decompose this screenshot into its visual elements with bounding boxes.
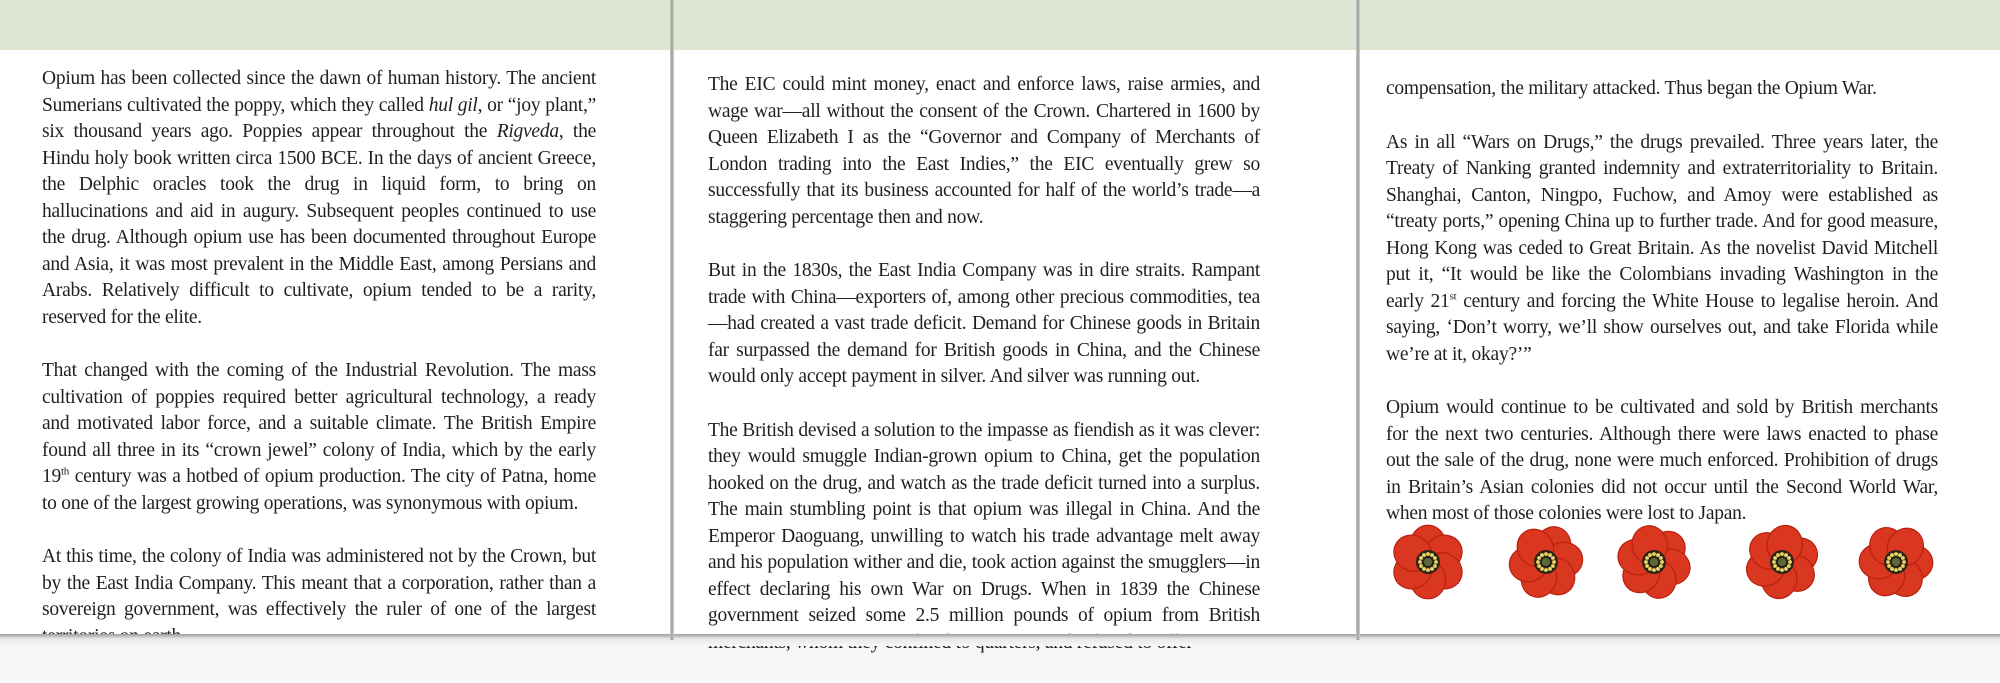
poppy-stamen (1648, 567, 1652, 571)
paragraph (1386, 395, 1938, 528)
poppy-stamen (1544, 568, 1548, 572)
text-run: At this time, the colony of India was administered not by the Crown, but by the East India Company. This meant that a corporation, rather than a sovereign government, was effectively the ruler of one of the largest (42, 546, 596, 620)
poppy-flower-icon (1742, 522, 1822, 602)
poppy-stamen (1540, 567, 1544, 571)
paragraph (42, 66, 596, 331)
poppy-stamen (1652, 568, 1656, 572)
poppy-stamen (1548, 567, 1552, 571)
poppy-stamen (1898, 567, 1902, 571)
poppy-flower-icon (1506, 522, 1586, 602)
poppy-stamen (1552, 560, 1556, 564)
poppy-seed-pod (1542, 558, 1550, 566)
poppy-stamen (1659, 556, 1663, 560)
poppy-stamen (1537, 556, 1541, 560)
text-run: The EIC could mint money, enact and enforce laws, raise armies, and wage war—all without the consent of the Crown. Chartered in 1600 by Queen Elizabeth I as the “Governor and Company of Merchants of London trading into the East Indies,” the EIC eventually grew so successfully that its business accounted for half of the world’s trade—a staggering percentage then and now. (708, 74, 1260, 228)
poppy-stamen (1426, 568, 1430, 572)
poppy-stamen (1788, 560, 1792, 564)
poppy-stamen (1433, 556, 1437, 560)
text-run: compensation, the military attacked. Thus began the Opium War. (1386, 78, 1877, 99)
poppy-stamen (1430, 567, 1434, 571)
poppy-stamen (1773, 556, 1777, 560)
poppy-stamen (1648, 553, 1652, 557)
poppy-stamen (1644, 560, 1648, 564)
poppy-stamen (1536, 560, 1540, 564)
page-fold-divider (670, 0, 674, 640)
italic-text: hul gil (428, 94, 478, 116)
poppy-stamen (1551, 556, 1555, 560)
paragraph (1386, 130, 1938, 369)
text-run: The British devised a solution to the impasse as fiendish as it was clever: they would smuggle Indian-grown opium to China, get the population hooked on the drug, and watch as the trade deficit turned into a surplus. The main stumbling point is that opium was illegal in China. And the Emperor Daoguang, unwilling to watch his trade advantage melt away and his population wither and die, took action against the smugglers—in effect declaring his own War on Drugs. When in 1839 the Chinese government seized some 2.5 million pounds of opium from British (708, 419, 1260, 626)
poppy-stamen (1422, 553, 1426, 557)
paragraph (708, 418, 1260, 657)
poppy-stamen (1773, 564, 1777, 568)
paragraph (708, 258, 1260, 391)
paragraph (708, 72, 1260, 231)
poppy-stamen (1434, 560, 1438, 564)
text-run: Opium has been collected since the dawn of human history. The ancient Sumerians cultivated the poppy, which they called (42, 68, 596, 116)
poppy-seed-pod (1778, 558, 1786, 566)
poppy-stamen (1656, 567, 1660, 571)
header-band (674, 0, 1358, 50)
poppy-stamen (1894, 568, 1898, 572)
superscript-text: th (61, 465, 70, 478)
poppy-stamen (1901, 564, 1905, 568)
poppy-stamen (1537, 564, 1541, 568)
poppy-stamen (1772, 560, 1776, 564)
poppy-stamen (1659, 564, 1663, 568)
poppy-stamen (1890, 553, 1894, 557)
poppy-stamen (1652, 552, 1656, 556)
poppy-stamen (1890, 567, 1894, 571)
poppy-stamen (1901, 556, 1905, 560)
poppy-flower-row (1388, 522, 1948, 602)
poppy-stamen (1894, 552, 1898, 556)
paragraph (42, 358, 596, 517)
page-panel-middle (674, 0, 1358, 634)
poppy-stamen (1419, 564, 1423, 568)
poppy-stamen (1784, 553, 1788, 557)
text-run: , or “joy plant,” six thousand years ago. Poppies appear throughout the (42, 94, 596, 142)
poppy-stamen (1902, 560, 1906, 564)
poppy-seed-pod (1424, 558, 1432, 566)
page-panel-left (0, 0, 672, 634)
panel-text (1386, 76, 1938, 555)
text-run: Opium would continue to be cultivated and sold by British merchants for the next two centuries. Although there were laws enacted to phase out the sale of the drug, none were much enforced. Prohibition of drugs in Britain’s Asian colonies did not occur until the Second World War, when most of those colonies were lost to Japan. (1386, 397, 1938, 524)
superscript-text: st (1449, 290, 1457, 302)
poppy-stamen (1418, 560, 1422, 564)
page-fold-divider (1356, 0, 1360, 640)
poppy-stamen (1433, 564, 1437, 568)
poppy-stamen (1645, 556, 1649, 560)
poppy-stamen (1886, 560, 1890, 564)
poppy-stamen (1787, 556, 1791, 560)
poppy-stamen (1430, 553, 1434, 557)
poppy-stamen (1660, 560, 1664, 564)
poppy-stamen (1656, 553, 1660, 557)
paragraph (1386, 76, 1938, 103)
bottom-edge-shadow (0, 634, 2000, 646)
page-panel-right (1360, 0, 2000, 634)
text-run: century was a hotbed of opium production. The city of Patna, home to one of the largest growing operations, was synonymous with opium. (42, 466, 596, 514)
poppy-stamen (1787, 564, 1791, 568)
text-run: That changed with the coming of the Industrial Revolution. The mass cultivation of poppies required better agricultural technology, a ready and motivated labor force, and a suitable climate. The British Empire found all three in its “crown jewel” colony of India, which by the early 19 (42, 360, 596, 487)
poppy-seed-pod (1892, 558, 1900, 566)
panel-text (42, 66, 596, 677)
poppy-flower-icon (1856, 522, 1936, 602)
text-run: But in the 1830s, the East India Company was in dire straits. Rampant trade with China—exporters of, among other precious commodities, tea—had created a vast trade deficit. Demand for Chinese goods in Britain far surpassed the demand for British goods in China, and the Chinese would only accept payment in silver. And silver was running out. (708, 260, 1260, 387)
text-run: century and forcing the White House to legalise heroin. And saying, ‘Don’t worry, we’ll show ourselves out, and take Florida while we’re at it, okay?’” (1386, 290, 1938, 365)
panel-text (708, 72, 1260, 683)
header-band (1360, 0, 2000, 50)
poppy-stamen (1645, 564, 1649, 568)
poppy-flower-icon (1388, 522, 1468, 602)
poppy-stamen (1540, 553, 1544, 557)
poppy-stamen (1898, 553, 1902, 557)
poppy-stamen (1419, 556, 1423, 560)
poppy-stamen (1422, 567, 1426, 571)
poppy-seed-pod (1650, 558, 1658, 566)
poppy-stamen (1776, 567, 1780, 571)
poppy-stamen (1548, 553, 1552, 557)
poppy-flower-icon (1614, 522, 1694, 602)
poppy-stamen (1780, 552, 1784, 556)
italic-text: Rigveda (496, 121, 559, 142)
text-run: , the Hindu holy book written circa 1500 BCE. In the days of ancient Greece, the Delphic oracles took the drug in liquid form, to bring on hallucinations and aid in augury. Subsequent peoples continued to use the drug. Although opium use has been documented throughout Europe and Asia, it was most prevalent in the Middle East, among Persians and Arabs. Relatively difficult to cultivate, opium tended to be a rarity, reserved for the elite. (42, 121, 596, 328)
header-band (0, 0, 672, 50)
poppy-stamen (1426, 552, 1430, 556)
poppy-stamen (1784, 567, 1788, 571)
poppy-stamen (1776, 553, 1780, 557)
poppy-stamen (1780, 568, 1784, 572)
poppy-stamen (1887, 556, 1891, 560)
poppy-stamen (1551, 564, 1555, 568)
poppy-stamen (1887, 564, 1891, 568)
text-run: As in all “Wars on Drugs,” the drugs prevailed. Three years later, the Treaty of Nanking granted indemnity and extraterritoriality to Britain. Shanghai, Canton, Ningpo, Fuchow, and Amoy were established as “treaty ports,” opening China up to further trade. And for good measure, Hong Kong was ceded to Great Britain. As the novelist David Mitchell put it, “It would be like the Colombians invading Washington in the early 21 (1386, 131, 1938, 312)
poppy-stamen (1544, 552, 1548, 556)
